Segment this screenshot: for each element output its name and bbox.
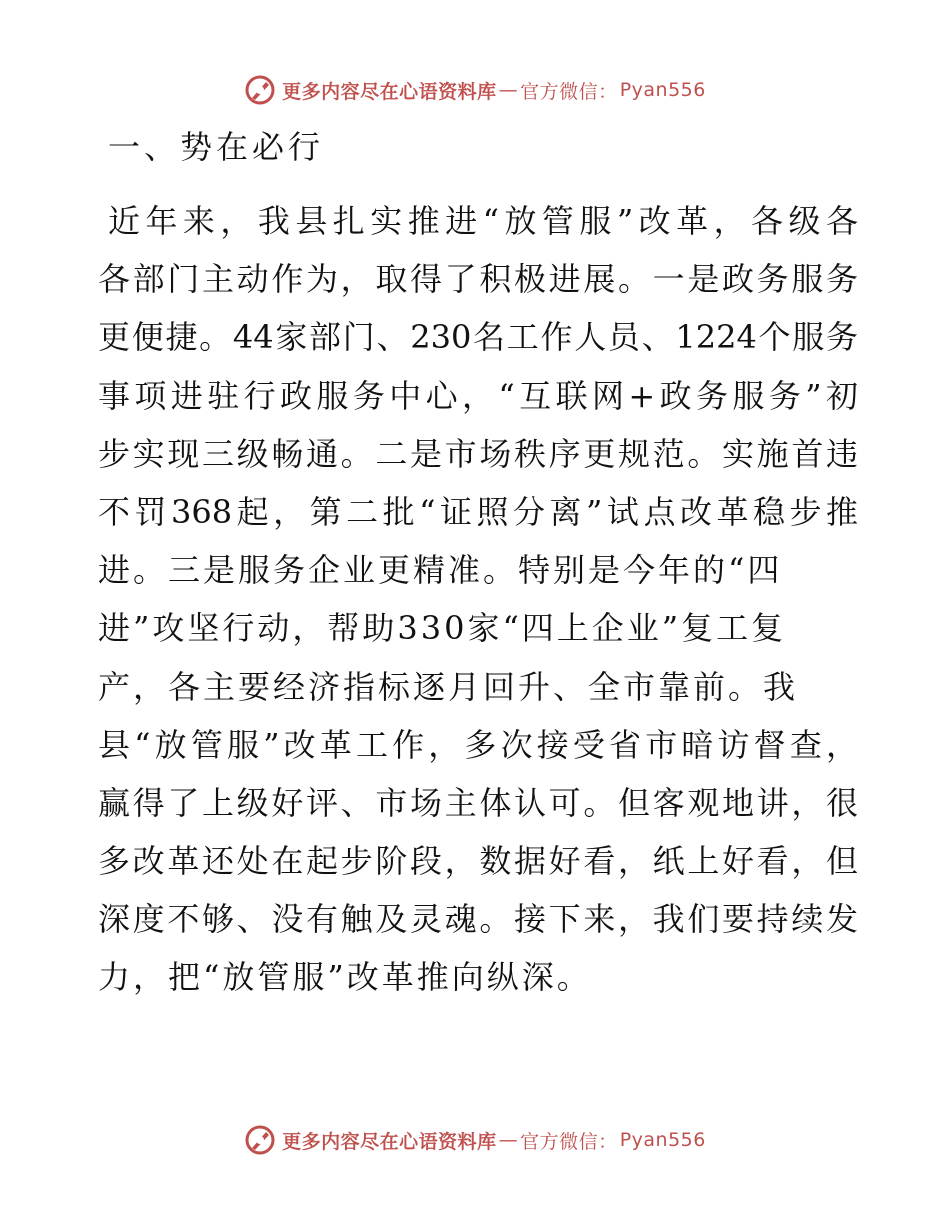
watermark-separator: — — [498, 79, 519, 101]
paragraph-line: 多改革还处在起步阶段，数据好看，纸上好看，但 — [98, 842, 858, 881]
paragraph-line: 各部门主动作为，取得了积极进展。一是政务服务 — [98, 260, 858, 299]
watermark-separator: — — [498, 1129, 519, 1151]
footer-watermark — [0, 1120, 950, 1160]
watermark-wechat-label: 官方微信： — [520, 80, 618, 103]
paragraph-line: 进。三是服务企业更精准。特别是今年的“四 — [98, 551, 783, 590]
paragraph-line: 更便捷。44家部门、230名工作人员、1224个服务 — [98, 318, 858, 357]
paragraph-line: 力，把“放管服”改革推向纵深。 — [98, 958, 592, 997]
watermark-brand-text: 更多内容尽在心语资料库 — [282, 80, 497, 103]
section-heading: 一、势在必行 — [108, 128, 325, 166]
paragraph-line: 不罚368起，第二批“证照分离”试点改革稳步推 — [98, 492, 858, 531]
feather-pen-logo-icon — [244, 1124, 276, 1156]
watermark-brand-text: 更多内容尽在心语资料库 — [282, 1130, 497, 1153]
watermark-wechat-id: Pyan556 — [619, 1129, 706, 1151]
header-watermark — [0, 70, 950, 110]
paragraph-line: 产，各主要经济指标逐月回升、全市靠前。我 — [98, 667, 799, 706]
paragraph-line: 步实现三级畅通。二是市场秩序更规范。实施首违 — [98, 434, 858, 473]
watermark-wechat-id: Pyan556 — [619, 79, 706, 101]
paragraph-line: 县“放管服”改革工作，多次接受省市暗访督查， — [98, 725, 858, 764]
feather-pen-logo-icon — [244, 74, 276, 106]
watermark-wechat-label: 官方微信： — [520, 1130, 618, 1153]
paragraph-line: 赢得了上级好评、市场主体认可。但客观地讲，很 — [98, 783, 858, 822]
paragraph-line: 事项进驻行政服务中心，“互联网+政务服务”初 — [98, 376, 858, 415]
paragraph-line: 深度不够、没有触及灵魂。接下来，我们要持续发 — [98, 900, 858, 939]
paragraph-line: 进”攻坚行动，帮助330家“四上企业”复工复 — [98, 609, 787, 648]
body-paragraph — [98, 192, 858, 1007]
paragraph-line: 近年来，我县扎实推进“放管服”改革，各级各 — [108, 202, 858, 240]
